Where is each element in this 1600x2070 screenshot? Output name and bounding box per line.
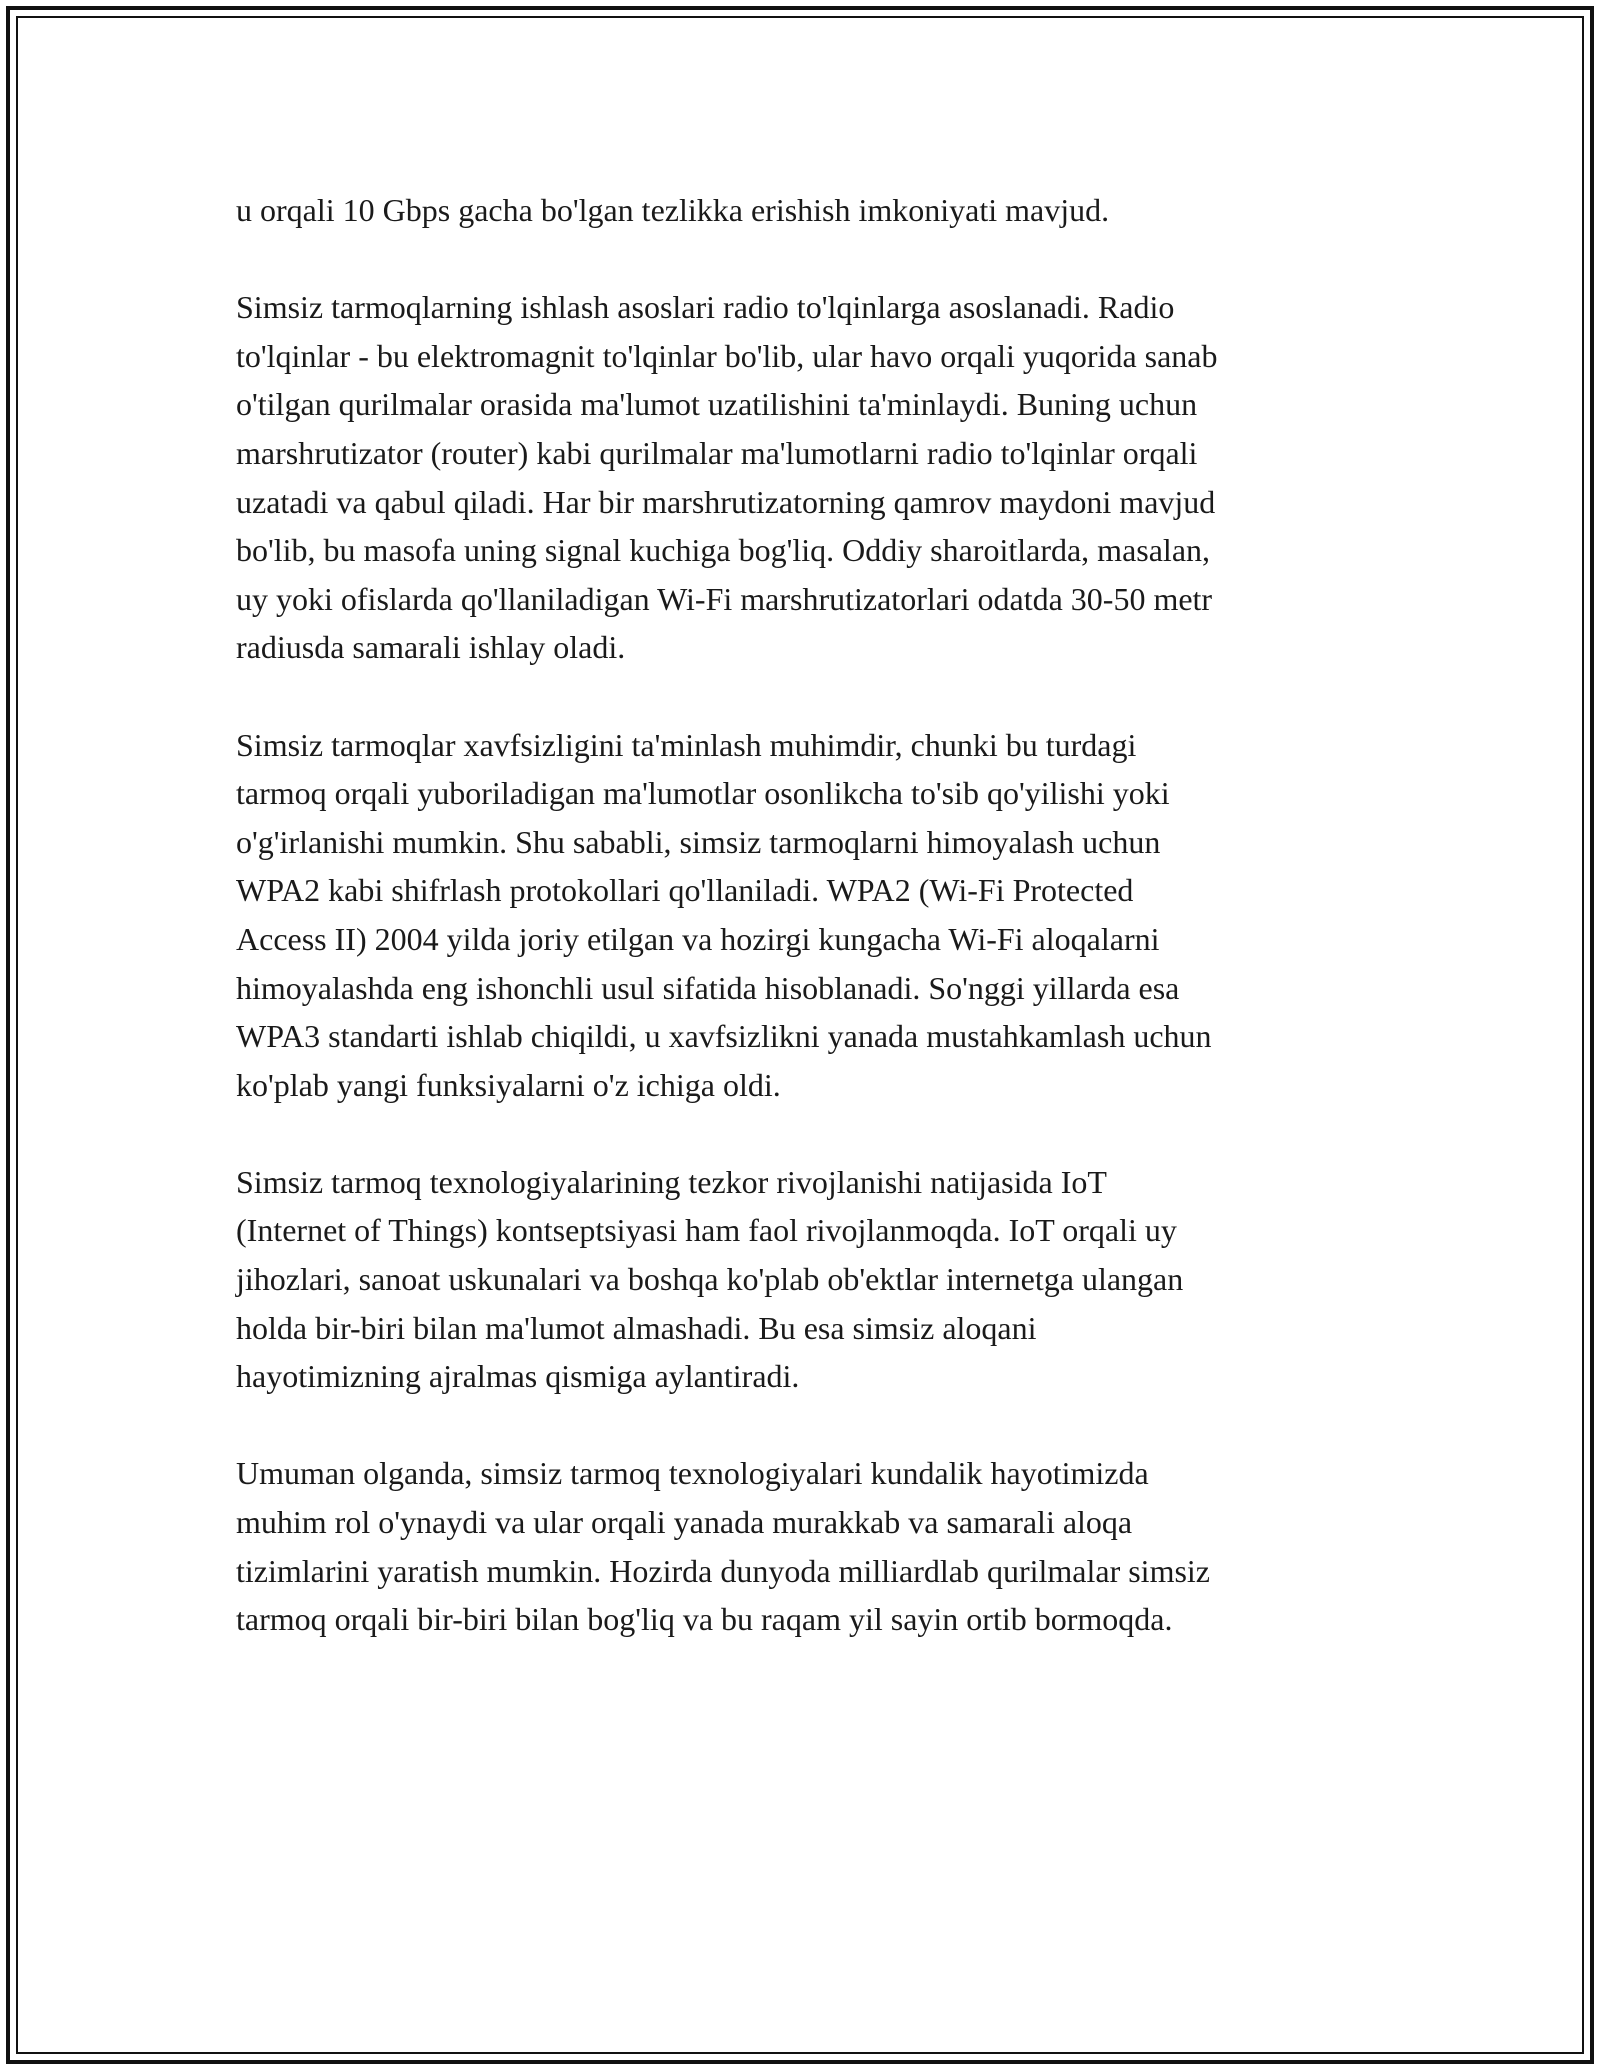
text-line: o'g'irlanishi mumkin. Shu sababli, simsiz tarmoqlarni himoyalash uchun — [236, 823, 1161, 860]
text-line: uy yoki ofislarda qo'llaniladigan Wi-Fi marshrutizatorlari odatda 30-50 metr — [236, 580, 1213, 617]
text-line: hayotimizning ajralmas qismiga aylantiradi. — [236, 1358, 800, 1395]
text-line: Simsiz tarmoq texnologiyalarining tezkor rivojlanishi natijasida IoT — [236, 1163, 1107, 1200]
text-line: tarmoq orqali bir-biri bilan bog'liq va bu raqam yil sayin ortib bormoqda. — [236, 1601, 1173, 1638]
text-line: himoyalashda eng ishonchli usul sifatida hisoblanadi. So'nggi yillarda esa — [236, 969, 1180, 1006]
text-line: tarmoq orqali yuboriladigan ma'lumotlar osonlikcha to'sib qo'yilishi yoki — [236, 775, 1170, 812]
text-line: radiusda samarali ishlay oladi. — [236, 629, 626, 666]
text-line: WPA2 kabi shifrlash protokollari qo'llaniladi. WPA2 (Wi-Fi Protected — [236, 872, 1134, 909]
text-line: ko'plab yangi funksiyalarni o'z ichiga oldi. — [236, 1066, 781, 1103]
text-line: o'tilgan qurilmalar orasida ma'lumot uzatilishini ta'minlaydi. Buning uchun — [236, 386, 1198, 423]
text-line: uzatadi va qabul qiladi. Har bir marshrutizatorning qamrov maydoni mavjud — [236, 483, 1216, 520]
paragraph-5 — [236, 1449, 1376, 1643]
paragraph-3 — [236, 721, 1376, 1110]
text-line: Simsiz tarmoqlar xavfsizligini ta'minlash muhimdir, chunki bu turdagi — [236, 726, 1137, 763]
text-line: Access II) 2004 yilda joriy etilgan va hozirgi kungacha Wi-Fi aloqalarni — [236, 920, 1160, 957]
text-line: (Internet of Things) kontseptsiyasi ham faol rivojlanmoqda. IoT orqali uy — [236, 1212, 1177, 1249]
text-line: muhim rol o'ynaydi va ular orqali yanada murakkab va samarali aloqa — [236, 1504, 1133, 1541]
text-line: marshrutizator (router) kabi qurilmalar ma'lumotlarni radio to'lqinlar orqali — [236, 434, 1198, 471]
paragraph-1 — [236, 186, 1376, 235]
text-line: Umuman olganda, simsiz tarmoq texnologiyalari kundalik hayotimizda — [236, 1455, 1149, 1492]
text-line: to'lqinlar - bu elektromagnit to'lqinlar bo'lib, ular havo orqali yuqorida sanab — [236, 337, 1218, 374]
text-line: holda bir-biri bilan ma'lumot almashadi. Bu esa simsiz aloqani — [236, 1309, 1037, 1346]
text-line: jihozlari, sanoat uskunalari va boshqa ko'plab ob'ektlar internetga ulangan — [236, 1261, 1184, 1298]
text-line: bo'lib, bu masofa uning signal kuchiga bog'liq. Oddiy sharoitlarda, masalan, — [236, 532, 1211, 569]
text-line: Simsiz tarmoqlarning ishlash asoslari radio to'lqinlarga asoslanadi. Radio — [236, 289, 1175, 326]
paragraph-2 — [236, 283, 1376, 672]
text-line: tizimlarini yaratish mumkin. Hozirda dunyoda milliardlab qurilmalar simsiz — [236, 1552, 1210, 1589]
text-line: u orqali 10 Gbps gacha bo'lgan tezlikka erishish imkoniyati mavjud. — [236, 192, 1110, 228]
paragraph-4 — [236, 1158, 1376, 1401]
text-line: WPA3 standarti ishlab chiqildi, u xavfsizlikni yanada mustahkamlash uchun — [236, 1018, 1212, 1055]
document-body — [236, 186, 1376, 1692]
